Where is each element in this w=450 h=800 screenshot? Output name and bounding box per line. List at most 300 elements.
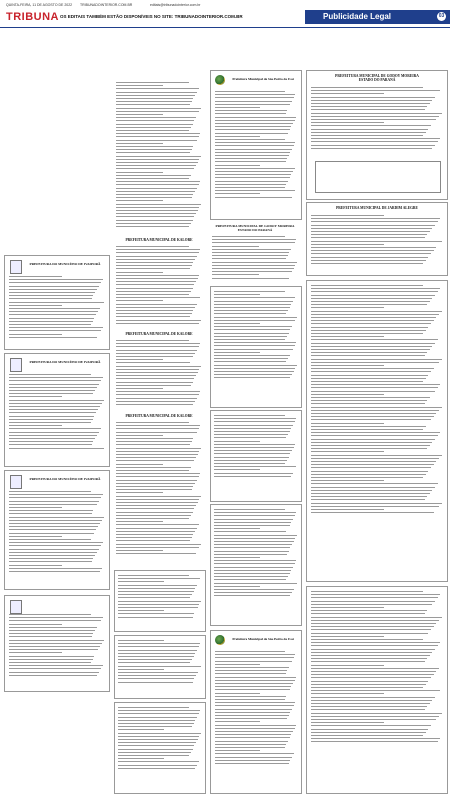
text-line (116, 108, 201, 109)
email-link[interactable]: editais@tribunadointerior.com.br (150, 3, 201, 7)
text-line (116, 531, 195, 532)
text-line (118, 736, 199, 737)
text-line (118, 662, 190, 663)
text-line (215, 699, 285, 700)
text-line (9, 555, 95, 556)
text-line (116, 168, 194, 169)
text-line (215, 190, 295, 191)
text-line (311, 237, 425, 238)
text-line (311, 703, 430, 704)
text-line (118, 755, 189, 756)
text-line (118, 656, 194, 657)
text-line (311, 391, 435, 392)
text-line (311, 493, 430, 494)
text-line (214, 447, 294, 448)
text-line (311, 410, 439, 411)
text-line (116, 356, 193, 357)
site-link[interactable]: TRIBUNADOINTERIOR.COM.BR (80, 3, 133, 7)
text-line (116, 480, 197, 481)
notice-block-godoy-2 (306, 70, 448, 200)
text-line (215, 94, 295, 95)
text-line (116, 340, 189, 341)
text-line (215, 149, 292, 150)
notice-block-kalore-1 (114, 236, 204, 328)
text-line (311, 639, 423, 640)
text-line (9, 561, 92, 562)
text-line (214, 313, 286, 314)
text-line (9, 568, 102, 569)
text-line (9, 504, 97, 505)
text-line (214, 460, 287, 461)
text-line (116, 300, 163, 301)
text-line (214, 554, 287, 555)
text-line (311, 645, 438, 646)
text-line (9, 494, 103, 495)
text-line (116, 165, 196, 166)
text-line (116, 537, 192, 538)
text-line (116, 259, 195, 260)
text-line (116, 92, 197, 93)
text-line (9, 491, 91, 492)
text-line (311, 113, 442, 114)
text-line (116, 101, 192, 102)
text-line (311, 661, 425, 662)
text-line (9, 396, 62, 397)
column-3 (210, 30, 300, 798)
text-line (118, 723, 194, 724)
text-line (311, 320, 434, 321)
text-line (214, 297, 295, 298)
text-line (116, 460, 194, 461)
text-line (116, 184, 199, 185)
text-line (9, 327, 103, 328)
text-line (311, 231, 430, 232)
text-line (214, 476, 291, 477)
text-line (116, 547, 199, 548)
text-line (311, 228, 432, 229)
text-line (116, 181, 200, 182)
text-line (311, 725, 431, 726)
text-line (311, 629, 431, 630)
text-line (118, 601, 201, 602)
text-line (311, 693, 384, 694)
text-line (9, 276, 62, 277)
text-line (215, 651, 285, 652)
text-line (311, 483, 438, 484)
text-line (311, 138, 440, 139)
text-line (214, 522, 291, 523)
text-line (116, 489, 192, 490)
text-line (116, 194, 193, 195)
text-line (118, 713, 199, 714)
text-line (212, 246, 259, 247)
text-line (214, 317, 297, 318)
text-line (9, 384, 99, 385)
text-line (311, 90, 440, 91)
text-line (311, 119, 436, 120)
newspaper-logo: TRIBUNA (6, 11, 59, 23)
text-line (9, 374, 91, 375)
text-line (215, 110, 287, 111)
text-line (116, 394, 199, 395)
notice-heading: PREFEITURA DO MUNICÍPIO DE IVAIPORÃ (29, 360, 101, 364)
text-line (214, 358, 288, 359)
text-line (214, 560, 296, 561)
text-line (311, 145, 435, 146)
text-line (116, 127, 191, 128)
text-line (9, 435, 97, 436)
text-line (311, 298, 432, 299)
notice-heading: PREFEITURA MUNICIPAL DE KALORÉ (125, 332, 193, 336)
text-line (311, 141, 438, 142)
text-line (311, 709, 425, 710)
text-line (9, 549, 99, 550)
text-line (311, 148, 432, 149)
text-line (118, 672, 198, 673)
text-line (9, 643, 102, 644)
text-line (116, 207, 199, 208)
text-line (9, 662, 91, 663)
text-line (212, 278, 289, 279)
text-line (311, 458, 439, 459)
text-line (9, 318, 94, 319)
text-line (214, 441, 260, 442)
text-line (215, 667, 289, 668)
notice-block-text-1 (114, 80, 204, 234)
text-line (9, 636, 92, 637)
text-line (214, 592, 292, 593)
text-line (9, 406, 100, 407)
text-line (116, 366, 201, 367)
text-line (215, 145, 294, 146)
text-line (116, 528, 197, 529)
text-line (118, 588, 195, 589)
text-line (311, 512, 434, 513)
text-line (116, 483, 195, 484)
text-line (311, 429, 423, 430)
text-line (311, 225, 435, 226)
text-line (311, 687, 423, 688)
text-line (311, 467, 431, 468)
notice-block-ivaipora-2 (4, 353, 110, 467)
text-line (215, 104, 290, 105)
text-line (311, 416, 434, 417)
text-line (116, 149, 192, 150)
text-line (214, 336, 287, 337)
text-line (215, 683, 293, 684)
text-line (116, 398, 197, 399)
text-line (214, 457, 289, 458)
notice-block-table-3 (210, 504, 302, 626)
text-line (116, 476, 199, 477)
text-line (116, 98, 193, 99)
text-line (118, 682, 193, 683)
text-line (215, 721, 260, 722)
text-line (214, 528, 260, 529)
text-line (214, 361, 286, 362)
text-line (215, 709, 292, 710)
text-line (9, 542, 103, 543)
text-line (311, 343, 435, 344)
text-line (214, 547, 290, 548)
text-line (311, 109, 425, 110)
text-line (214, 544, 292, 545)
text-line (215, 133, 288, 134)
text-line (311, 594, 440, 595)
text-line (311, 445, 430, 446)
text-line (116, 268, 190, 269)
text-line (9, 308, 100, 309)
text-line (311, 394, 384, 395)
text-line (9, 652, 62, 653)
text-line (116, 204, 201, 205)
text-line (116, 438, 193, 439)
text-line (311, 655, 430, 656)
text-line (214, 326, 292, 327)
text-line (116, 382, 193, 383)
text-line (311, 671, 436, 672)
text-line (214, 525, 290, 526)
text-line (311, 706, 427, 707)
text-line (9, 298, 92, 299)
municipal-seal-icon (215, 635, 225, 645)
text-line (311, 419, 431, 420)
text-line (215, 117, 296, 118)
text-line (116, 191, 195, 192)
text-line (9, 507, 62, 508)
notice-block-long-1 (306, 280, 448, 582)
top-bar (0, 0, 450, 10)
text-line (311, 668, 439, 669)
text-line (116, 388, 163, 389)
text-line (311, 122, 384, 123)
text-line (118, 707, 189, 708)
notice-heading: PREFEITURA MUNICIPAL DE JARDIM ALEGRE (336, 206, 418, 210)
notice-block-jardim (306, 202, 448, 276)
text-line (311, 291, 438, 292)
text-line (311, 346, 432, 347)
text-line (215, 693, 260, 694)
text-line (118, 768, 195, 769)
text-line (116, 223, 191, 224)
text-line (9, 282, 101, 283)
text-line (9, 497, 101, 498)
text-line (116, 197, 192, 198)
text-line (311, 700, 432, 701)
text-line (116, 275, 199, 276)
text-line (116, 249, 200, 250)
text-line (9, 321, 93, 322)
text-line (9, 403, 102, 404)
text-line (215, 763, 289, 764)
text-line (116, 188, 197, 189)
text-line (9, 444, 92, 445)
text-line (215, 661, 292, 662)
text-line (116, 120, 194, 121)
municipal-seal-icon (215, 75, 225, 85)
text-line (311, 439, 435, 440)
text-line (311, 474, 426, 475)
text-line (311, 697, 435, 698)
text-line (215, 750, 260, 751)
text-line (212, 249, 291, 250)
notice-heading: PREFEITURA DO MUNICÍPIO DE IVAIPORÃ (29, 477, 101, 481)
text-line (311, 455, 442, 456)
text-line (118, 752, 191, 753)
text-line (9, 305, 62, 306)
text-line (118, 675, 196, 676)
text-line (9, 552, 97, 553)
text-line (311, 125, 431, 126)
text-line (311, 327, 428, 328)
text-line (311, 215, 384, 216)
text-line (214, 531, 286, 532)
notice-heading: PREFEITURA MUNICIPAL DE KALORÉ (125, 414, 193, 418)
text-line (9, 649, 98, 650)
text-line (215, 712, 290, 713)
text-line (9, 627, 97, 628)
text-line (215, 113, 286, 114)
text-line (214, 352, 260, 353)
text-line (311, 496, 427, 497)
text-line (9, 675, 97, 676)
notice-heading: PREFEITURA MUNICIPAL DE GODOY MOREIRA ESTADO DO PARANÁ (215, 224, 295, 232)
text-line (212, 258, 286, 259)
text-line (311, 257, 428, 258)
text-line (116, 492, 163, 493)
text-line (215, 728, 295, 729)
text-line (214, 453, 290, 454)
text-line (311, 451, 384, 452)
edition-date: QUINTA-FEIRA, 11 DE AGOSTO DE 2022 (6, 3, 73, 7)
text-line (214, 291, 285, 292)
text-line (118, 653, 195, 654)
notice-heading: Prefeitura Municipal de São Pedro do Ivaí (232, 637, 294, 641)
section-banner (305, 10, 450, 24)
text-line (215, 670, 287, 671)
notice-block-boxed-3 (114, 702, 206, 794)
text-line (116, 130, 189, 131)
text-line (311, 506, 439, 507)
text-line (215, 702, 295, 703)
text-line (215, 760, 290, 761)
text-line (215, 101, 292, 102)
text-line (311, 435, 438, 436)
text-line (116, 350, 197, 351)
notice-heading: PREFEITURA MUNICIPAL DE GODOY MOREIRA ESTADO DO PARANÁ (335, 74, 419, 82)
text-line (214, 535, 297, 536)
text-line (9, 513, 92, 514)
text-line (215, 718, 287, 719)
text-line (9, 520, 102, 521)
notice-block-ivaipora-4 (4, 595, 110, 692)
text-line (215, 91, 285, 92)
text-line (116, 152, 190, 153)
text-line (214, 368, 295, 369)
text-line (311, 461, 436, 462)
text-line (214, 304, 291, 305)
text-line (118, 726, 192, 727)
text-line (212, 274, 259, 275)
text-line (214, 329, 290, 330)
header-rule (0, 27, 450, 28)
text-line (311, 738, 440, 739)
text-line (215, 731, 293, 732)
text-line (116, 156, 201, 157)
text-line (116, 404, 193, 405)
notice-block-sp-ivai-2 (210, 630, 302, 794)
text-line (311, 423, 384, 424)
text-line (116, 246, 189, 247)
text-line (9, 311, 98, 312)
text-line (9, 393, 93, 394)
text-line (9, 448, 104, 449)
text-line (116, 448, 201, 449)
text-line (214, 563, 295, 564)
column-4 (306, 30, 446, 798)
text-line (116, 473, 200, 474)
text-line (311, 613, 425, 614)
text-line (311, 719, 436, 720)
text-line (118, 617, 193, 618)
text-line (311, 490, 432, 491)
text-line (215, 184, 286, 185)
text-line (215, 142, 295, 143)
text-line (214, 473, 293, 474)
text-line (116, 281, 196, 282)
text-line (214, 333, 289, 334)
text-line (116, 496, 201, 497)
text-line (215, 664, 260, 665)
text-line (311, 480, 384, 481)
text-line (214, 339, 285, 340)
text-line (116, 133, 200, 134)
text-line (116, 540, 190, 541)
text-line (116, 213, 196, 214)
section-title: Publicidade Legal (323, 12, 392, 21)
text-line (311, 722, 384, 723)
text-line (215, 654, 295, 655)
text-line (118, 613, 194, 614)
text-line (116, 425, 200, 426)
text-line (311, 591, 423, 592)
text-line (9, 633, 93, 634)
text-line (9, 441, 93, 442)
text-line (311, 311, 442, 312)
text-line (116, 508, 194, 509)
text-line (116, 470, 189, 471)
text-line (311, 371, 431, 372)
text-line (214, 557, 260, 558)
text-line (311, 339, 438, 340)
text-line (311, 87, 423, 88)
text-line (116, 316, 190, 317)
text-line (311, 352, 427, 353)
text-line (9, 302, 104, 303)
text-line (311, 247, 436, 248)
text-line (118, 643, 200, 644)
text-line (116, 502, 198, 503)
text-line (311, 636, 384, 637)
text-line (118, 666, 201, 667)
text-line (9, 672, 99, 673)
notice-block-boxed-2 (114, 635, 206, 699)
text-line (214, 586, 260, 587)
text-line (214, 579, 286, 580)
text-line (214, 512, 296, 513)
text-line (116, 441, 192, 442)
text-line (311, 336, 384, 337)
